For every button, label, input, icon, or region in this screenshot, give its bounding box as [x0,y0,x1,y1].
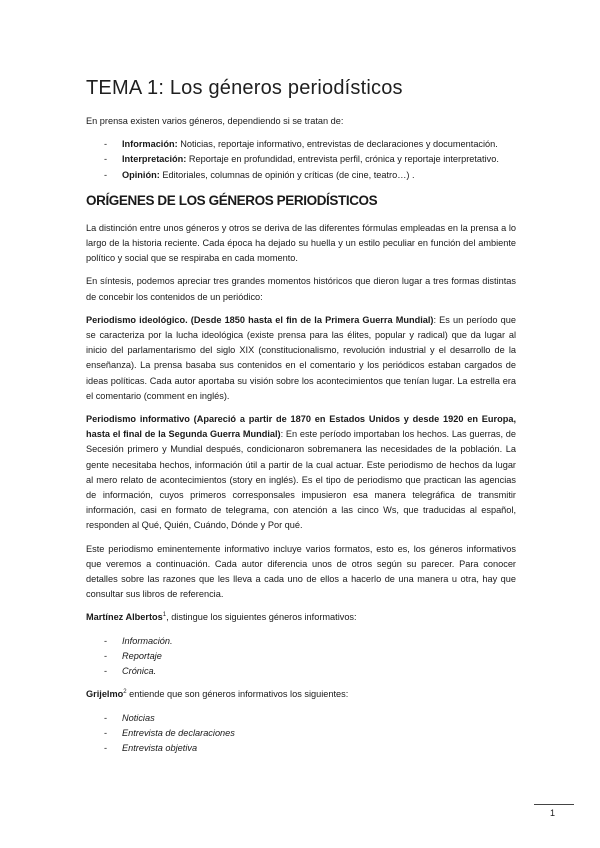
section-heading: ORÍGENES DE LOS GÉNEROS PERIODÍSTICOS [86,192,378,208]
genre-text: Noticias, reportaje informativo, entrevistas de declaraciones y documentación. [177,139,498,150]
list-item-text: Entrevista de declaraciones [122,727,235,738]
paragraph-lead: Periodismo ideológico. (Desde 1850 hasta el fin de la Primera Guerra Mundial) [86,314,434,325]
genre-text: Reportaje en profundidad, entrevista perfil, crónica y reportaje interpretativo. [186,154,499,165]
list-item [86,137,516,152]
ideological-journalism-paragraph [86,313,516,404]
author-name: Grijelmo [86,689,124,700]
list-item [86,168,516,183]
list-item [86,726,516,741]
page-content [86,74,516,764]
genres-list [86,137,516,183]
dash-bullet: - [104,169,108,180]
paragraph-body: , distingue los siguientes géneros informativos: [166,612,357,623]
dash-bullet: - [104,650,108,661]
genre-label: Opinión: [122,169,160,180]
footer-divider [534,804,574,805]
paragraph: En síntesis, podemos apreciar tres grandes momentos históricos que dieron lugar a tres formas distintas de concebir los contenidos de un periódico: [86,276,516,302]
footnote-ref[interactable]: 1 [162,612,167,619]
list-item [86,711,516,726]
dash-bullet: - [104,742,108,753]
martinez-genres-list [86,634,516,680]
list-item [86,634,516,649]
list-item-text: Entrevista objetiva [122,742,198,753]
informative-journalism-paragraph [86,412,516,534]
dash-bullet: - [104,712,108,723]
genre-label: Interpretación: [122,154,187,165]
intro-paragraph: En prensa existen varios géneros, dependiendo si se tratan de: [86,116,344,126]
list-item-text: Reportaje [122,650,162,661]
martinez-paragraph [86,610,516,625]
author-name: Martínez Albertos [86,612,163,623]
list-item-text: Noticias [122,712,155,723]
list-item [86,664,516,679]
genre-label: Información: [122,139,178,150]
dash-bullet: - [104,727,108,738]
paragraph-lead: Periodismo informativo (Apareció a partir de 1870 en Estados Unidos y desde 1920 en Europa, hasta el final de la Segunda Guerra Mundial) [86,414,516,440]
paragraph-body: : En este período importaban los hechos. Las guerras, de Secesión primero y Mundial después, condicionaron sobremanera las necesidades de la población. La gente necesitaba hechos, información útil a partir de la cual actuar. Este periodismo de hechos da lugar al mero relato de acontecimientos (story en inglés). Es el tipo de periodismo que practican las agencias de información, cuyos primeros corresponsales impusieron esa manera telegráfica de transmitir información, casi en formato de telegrama, con atención a las cinco Ws, que traducidas al español, responden al Qué, Quién, Cuándo, Dónde y Por qué. [86,429,516,531]
list-item-text: Información. [122,635,173,646]
list-item [86,649,516,664]
grijelmo-genres-list [86,711,516,757]
paragraph-body: : Es un período que se caracteriza por la lucha ideológica (existe prensa para las élites, popular y radical) que da lugar al inicio del parlamentarismo del siglo XIX (constitucionalismo, revolución industrial y el desarrollo de la enseñanza). La prensa basaba sus contenidos en el comentario y los periódicos estaban cargados de ideas políticas. Cada autor aportaba su visión sobre los acontecimientos que tenían lugar. La estrella era el comentario (comment en inglés). [86,314,516,401]
dash-bullet: - [104,154,108,165]
paragraph: La distinción entre unos géneros y otros se deriva de las diferentes fórmulas empleadas en la prensa a lo largo de la historia reciente. Cada época ha dejado su huella y un estilo peculiar en función del ambiente político y social que se respiraba en cada momento. [86,222,516,264]
dash-bullet: - [104,666,108,677]
dash-bullet: - [104,139,108,150]
list-item [86,152,516,167]
list-item [86,741,516,756]
page-number: 1 [550,808,556,818]
genre-text: Editoriales, columnas de opinión y críticas (de cine, teatro…) . [159,169,415,180]
dash-bullet: - [104,635,108,646]
paragraph: Este periodismo eminentemente informativo incluye varios formatos, esto es, los géneros informativos que veremos a continuación. Cada autor diferencia unos de otros según su parecer. Para conocer detalles sobre las razones que les lleva a cada uno de ellos a hacerlo de una manera u otra, hay que consultar sus libros de referencia. [86,543,516,600]
grijelmo-paragraph [86,687,516,702]
page-title: TEMA 1: Los géneros periodísticos [86,77,403,99]
footnote-ref[interactable]: 2 [123,689,127,696]
list-item-text: Crónica. [122,666,157,677]
paragraph-body: entiende que son géneros informativos los siguientes: [126,689,349,700]
